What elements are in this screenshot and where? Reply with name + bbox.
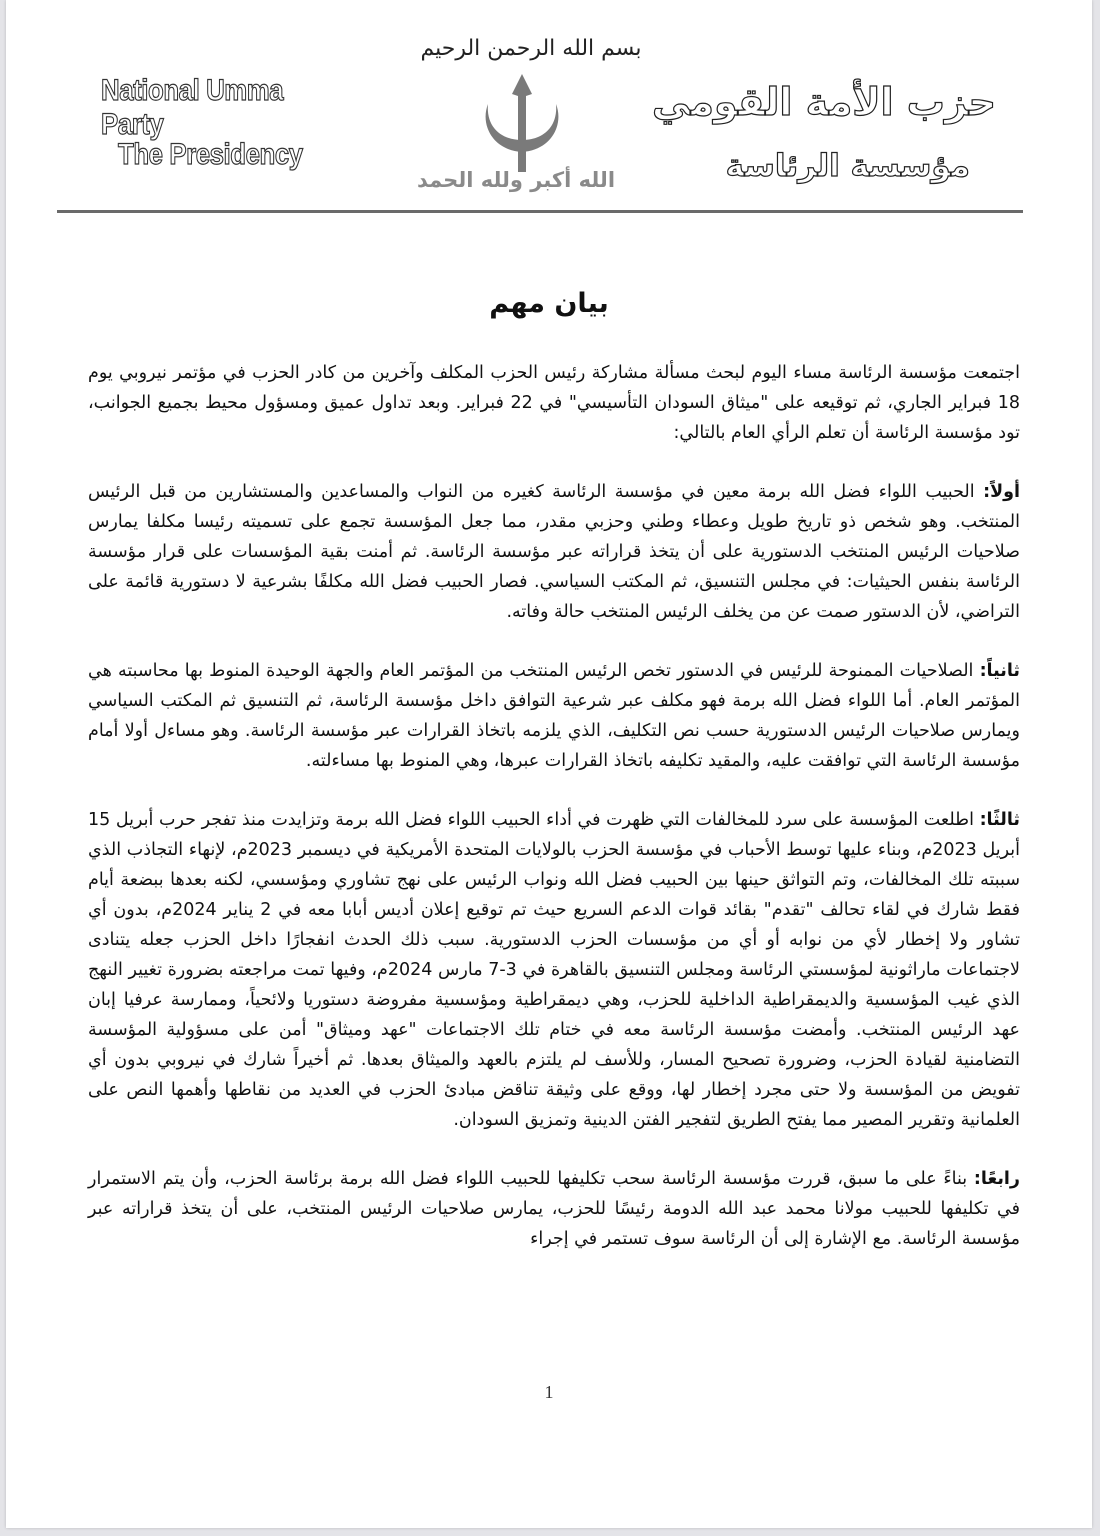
section-lead: ثانياً: [979,661,1020,681]
letterhead-arabic-party-name: حزب الأمة القومي [651,80,996,124]
party-emblem-icon [472,74,572,174]
letterhead-english-party-name: National Umma Party [101,74,284,141]
basmala: بسم الله الرحمن الرحيم [420,36,642,61]
section-text: الصلاحيات الممنوحة للرئيس في الدستور تخص الرئيس المنتخب من المؤتمر العام والجهة الوحيدة المنوط بها محاسبته هي المؤتمر العام. أما اللواء فضل الله برمة فهو مكلف عبر شرعية التوافق داخل مؤسسة الرئاسة، ثم التنسيق ثم المكتب السياسي ويمارس صلاحيات الرئيس الدستورية حسب نص التكليف، الذي يلزمه باتخاذ القرارات عبر مؤسسة الرئاسة. وهو مساءل أولا أمام مؤسسة الرئاسة التي توافقت عليه، والمقيد تكليفه باتخاذ القرارات عبرها، وهي المنوط بها مساءلته. [88,661,1020,771]
section-text: اطلعت المؤسسة على سرد للمخالفات التي ظهرت في أداء الحبيب اللواء فضل الله برمة وتزايدت منذ تفجر حرب أبريل 15 أبريل 2023م، وبناء عليها توسط الأحباب في مؤسسة الحزب بالولايات المتحدة الأمريكية في ديسمبر 2023م، لإنهاء التجاذب الذي سببته تلك المخالفات، وتم التواثق حينها بين الحبيب فضل الله ونواب الرئيس على نهج تشاوري ومؤسسي، لكنه بعدها ببضعة أيام فقط شارك في لقاء تحالف "تقدم" بقائد قوات الدعم السريع حيث تم توقيع إعلان أديس أبابا معه في 2 يناير 2024م، بدون أي تشاور ولا إخطار لأي من نوابه أو أي من مؤسسات الحزب الدستورية. سبب ذلك الحدث انفجارًا داخل الحزب جعله يتنادى لاجتماعات ماراثونية لمؤسستي الرئاسة ومجلس التنسيق بالقاهرة في 3-7 مارس 2024م، وفيها تمت مراجعته بضرورة تغيير النهج الذي غيب المؤسسية والديمقراطية الداخلية للحزب، وهي ديمقراطية ومؤسسية مفروضة دستوريا ولائحياً، وممارسة عرفيا إبان عهد الرئيس المنتخب. وأمضت مؤسسة الرئاسة معه في ختام تلك الاجتماعات "عهد وميثاق" أمن على مسؤولية المؤسسة التضامنية لقيادة الحزب، وضرورة تصحيح المسار، وللأسف لم يلتزم بالعهد والميثاق بعدها. ثم أخيراً شارك في نيروبي بدون أي تفويض من المؤسسة ولا حتى مجرد إخطار لها، ووقع على وثيقة تناقض مبادئ الحزب في العديد من نقاطها وأهمها النص على العلمانية وتقرير المصير مما يفتح الطريق لتفجير الفتن الدينية وتمزيق السودان. [88,810,1020,1130]
section-paragraph [88,477,1020,627]
page-number: 1 [544,1382,554,1402]
section-paragraph [88,805,1020,1135]
letterhead-english-presidency: The Presidency [118,138,303,171]
section-paragraph [88,656,1020,776]
section-lead: أولاً: [983,482,1020,502]
section-paragraph [88,1164,1020,1254]
letterhead-motto: الله أكبر ولله الحمد [416,168,616,192]
statement-title: بيان مهم [489,288,609,319]
letterhead-divider [57,210,1023,213]
section-lead: رابعًا: [973,1169,1020,1189]
section-text: بناءً على ما سبق، قررت مؤسسة الرئاسة سحب تكليفها للحبيب اللواء فضل الله برمة برئاسة الحزب، وأن يتم الاستمرار في تكليفها للحبيب مولانا محمد عبد الله الدومة رئيسًا للحزب، يمارس صلاحيات الرئيس المنتخب، على أن يتخذ قراراته عبر مؤسسة الرئاسة. مع الإشارة إلى أن الرئاسة سوف تستمر في إجراء [88,1169,1020,1249]
document-page [6,0,1092,1528]
section-lead: ثالثًا: [979,810,1020,830]
section-text: الحبيب اللواء فضل الله برمة معين في مؤسسة الرئاسة كغيره من النواب والمساعدين والمستشارين من قبل الرئيس المنتخب. وهو شخص ذو تاريخ طويل وعطاء وطني وحزبي مقدر، مما جعل المؤسسة تجمع على تسميته رئيسا مكلفا يمارس صلاحيات الرئيس المنتخب الدستورية على أن يتخذ قراراته عبر مؤسسة الرئاسة. ثم أمنت بقية المؤسسات على قرار مؤسسة الرئاسة بنفس الحيثيات: في مجلس التنسيق، ثم المكتب السياسي. فصار الحبيب فضل الله مكلفًا بشرعية لا دستورية قائمة على التراضي، لأن الدستور صمت عن من يخلف الرئيس المنتخب حالة وفاته. [88,482,1020,622]
letterhead-arabic-presidency: مؤسسة الرئاسة [725,148,970,184]
statement-body [88,358,1020,1254]
intro-paragraph: اجتمعت مؤسسة الرئاسة مساء اليوم لبحث مسألة مشاركة رئيس الحزب المكلف وآخرين من كادر الحزب في مؤتمر نيروبي يوم 18 فبراير الجاري، ثم توقيعه على "ميثاق السودان التأسيسي" في 22 فبراير. وبعد تداول عميق ومسؤول محيط بجميع الجوانب، تود مؤسسة الرئاسة أن تعلم الرأي العام بالتالي: [88,363,1020,443]
